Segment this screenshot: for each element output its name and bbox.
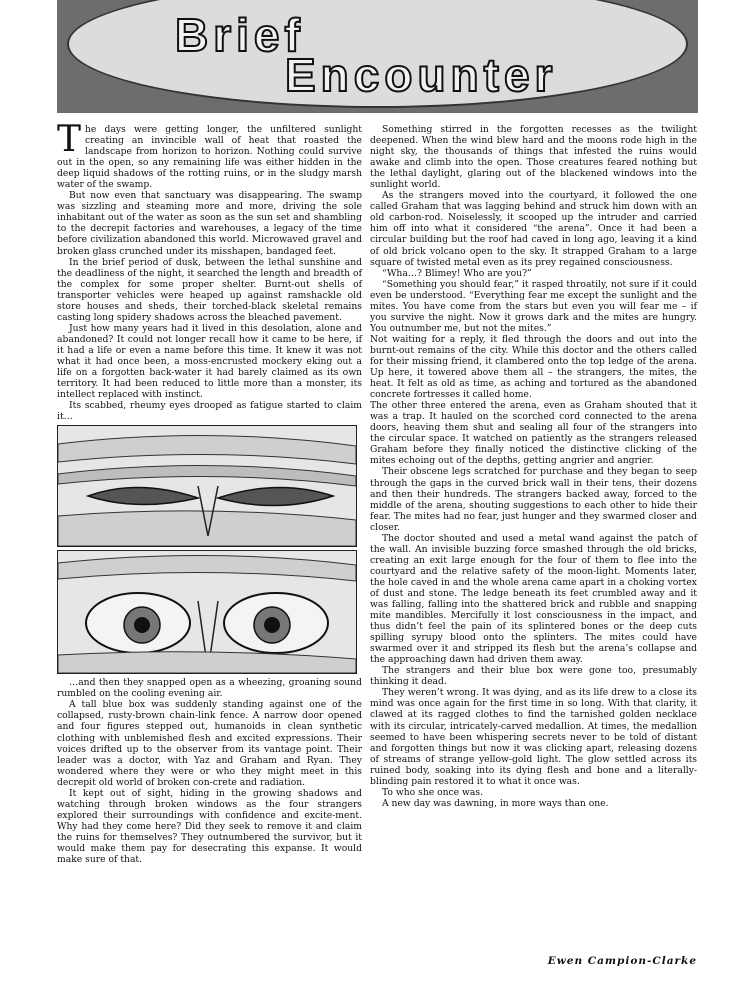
- story-paragraph: “Wha…? Blimey! Who are you?”: [382, 267, 532, 279]
- story-paragraph: Just how many years had it lived in this desolation, alone and abandoned? It could not longer recall how it came to be here, if it had a life or even a name before this time. It knew it was not what it had once been, a moss-encrusted mockery eking out a life on a forgotten back-water it had barely claimed as its own territory. It had been reduced to little more than a monster, its intellect replaced with instinct.: [57, 322, 362, 401]
- title-banner: [57, 0, 698, 113]
- author-signature: Ewen Campion-Clarke: [547, 955, 697, 967]
- story-paragraph: Their obscene legs scratched for purchase and they began to seep through the gaps in the curved brick wall in their tens, their dozens and then their hundreds. The strangers backed away, forced to the middle of the arena, shouting suggestions to each other to hide their fear. The mites had no fear, just hunger and they swarmed closer and closer.: [370, 466, 697, 533]
- story-paragraph: They weren’t wrong. It was dying, and as its life drew to a close its mind was once again for the first time in so long. With that clarity, it clawed at its ragged clothes to find the tarnished golden necklace with its circular, intricately-carved medallion. At times, the medallion seemed to have been whispering secrets never to be told of distant and forgotten things but now it was clicking apart, releasing dozens of streams of strange yellow-gold light. The glow settled across its ruined body, soaking into its dying flesh and bone and a literally-blinding pain restored it to what it once was.: [370, 687, 697, 787]
- story-paragraph: “Something you should fear,” it rasped throatily, not sure if it could even be understood. “Everything fear me except the sunlight and the mites. You have come from the stars but even you will fear me – if you survive the night. Now it grows dark and the mites are hungry. You outnumber me, but not the mites.”: [370, 278, 697, 334]
- story-paragraph: In the brief period of dusk, between the lethal sunshine and the deadliness of the night, it searched the length and breadth of the complex for some proper shelter. Burnt-out shells of transporter vehicles were heaped up against ramshackle old store houses and sheds, their torched-black skeletal remains casting long spidery shadows across the bleached pavement.: [57, 256, 362, 323]
- story-paragraph: The strangers and their blue box were gone too, presumably thinking it dead.: [370, 665, 697, 688]
- illustration-open-eyes: [57, 550, 357, 674]
- story-paragraph: Not waiting for a reply, it fled through the doors and out into the burnt-out remains of the city. While this doctor and the others called for their missing friend, it clambered onto the top ledge of the arena. Up here, it towered above them all – the strangers, the mites, the heat. It felt as old as time, as aching and tortured as the abandoned concrete fortresses it called home.: [370, 333, 697, 401]
- right-column: [370, 124, 697, 809]
- story-paragraph: [57, 119, 362, 191]
- story-paragraph: Something stirred in the forgotten recesses as the twilight deepened. When the wind blew hard and the moons rode high in the night sky, the thousands of things that infested the ruins would awake and climb into the open. Those creatures feared nothing but the lethal daylight, glaring out of the blackened windows into the sunlight world.: [370, 124, 697, 191]
- story-paragraph: A tall blue box was suddenly standing against one of the collapsed, rusty-brown chain-link fence. A narrow door opened and four figures stepped out, humanoids in clean synthetic clothing with unblemished flesh and excited expressions. Their voices drifted up to the observer from its vantage point. Their leader was a doctor, with Yaz and Graham and Ryan. They wondered where they were or who they might meet in this decrepit old world of broken con-crete and radiation.: [57, 699, 362, 788]
- title-line-1: Brief: [175, 9, 305, 61]
- title-line-2: Encounter: [285, 49, 558, 101]
- story-paragraph: As the strangers moved into the courtyard, it followed the one called Graham that was lagging behind and struck him down with an old carbon-rod. Noiselessly, it scooped up the intruder and carried him off into what it considered “the arena”. Once it had been a circular building but the roof had caved in long ago, leaving it a kind of old brick volcano open to the sky. It strapped Graham to a large square of twisted metal even as its prey regained consciousness.: [370, 190, 697, 268]
- drooping-eyes-drawing: [58, 426, 356, 546]
- left-column: [57, 119, 362, 866]
- drop-cap: T: [57, 119, 82, 160]
- story-paragraph: But now even that sanctuary was disappearing. The swamp was sizzling and steaming more and more, driving the sole inhabitant out of the water as soon as the sun set and shambling to the decrepit factories and warehouses, a legacy of the time before civilization abandoned this world. Microwaved gravel and broken glass crunched under its misshapen, bandaged feet.: [57, 190, 362, 257]
- story-paragraph: The doctor shouted and used a metal wand against the patch of the wall. An invisible buzzing force smashed through the old bricks, creating an exit large enough for the four of them to flee into the courtyard and the relative safety of the moon-light. Moments later, the hole caved in and the whole arena came apart in a choking vortex of dust and stone. The ledge beneath its feet crumbled away and it was falling, falling into the shattered brick and rubble and snapping mite mandibles. Mercifully it lost consciousness in the impact, and thus didn’t feel the pain of its splintered bones or the deep cuts spilling syrupy blood onto the splinters. The mites could have swarmed over it and stripped its flesh but the arena’s collapse and the approaching dawn had driven them away.: [370, 532, 697, 666]
- story-paragraph: …and then they snapped open as a wheezing, groaning sound rumbled on the cooling evening air.: [57, 677, 362, 700]
- open-eyes-drawing: [58, 551, 356, 673]
- story-paragraph: To who she once was.: [382, 786, 484, 798]
- paragraph-text: he days were getting longer, the unfiltered sunlight creating an invincible wall of heat that roasted the landscape from horizon to horizon. Nothing could survive out in the open, so any remaining life was either hidden in the deep liquid shadows of the rotting ruins, or in the sludgy marsh water of the swamp.: [57, 124, 362, 191]
- story-paragraph: A new day was dawning, in more ways than one.: [382, 797, 609, 809]
- story-paragraph: It kept out of sight, hiding in the growing shadows and watching through broken windows as the four strangers explored their surroundings with confidence and excite-ment. Why had they come here? Did they seek to remove it and claim the ruins for themselves? They outnumbered the survivor, but it would make them pay for desecrating this expanse. It would make sure of that.: [57, 787, 362, 866]
- story-paragraph: The other three entered the arena, even as Graham shouted that it was a trap. It hauled on the scorched cord connected to the arena doors, heaving them shut and sealing all four of the strangers into the circular space. It watched on patiently as the strangers released Graham before they finally noticed the distinctive clicking of the mites echoing out of the depths, getting angrier and angrier.: [370, 400, 697, 467]
- illustration-drooping-eyes: [57, 425, 357, 547]
- story-paragraph: Its scabbed, rheumy eyes drooped as fatigue started to claim it…: [57, 400, 362, 423]
